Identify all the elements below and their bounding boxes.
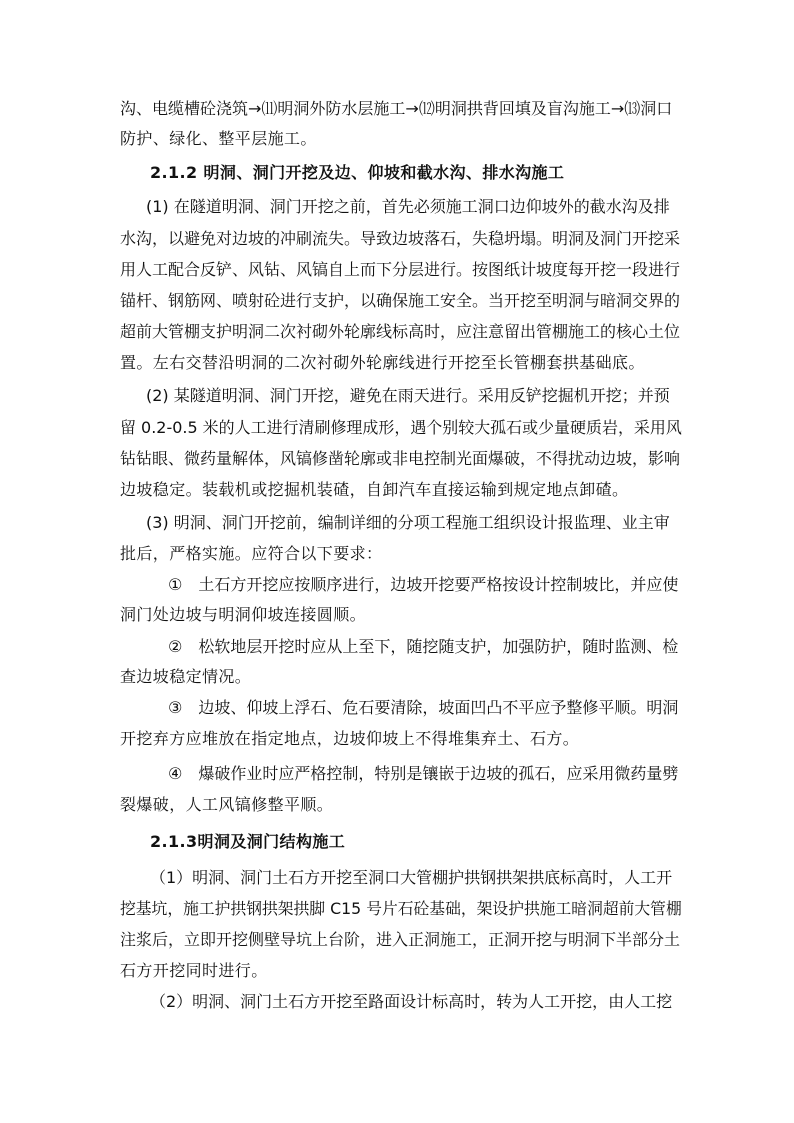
text-line: 注浆后，立即开挖侧壁导坑上台阶，进入正洞施工，正洞开挖与明洞下半部分土 [120,930,681,949]
list-item: ④ 爆破作业时应严格控制，特别是镶嵌于边坡的孤石，应采用微药量劈 [168,764,679,783]
text-line: 挖基坑，施工护拱钢拱架拱脚 C15 号片石砼基础，架设护拱施工暗洞超前大管棚 [120,899,682,918]
list-item: ① 土石方开挖应按顺序进行，边坡开挖要严格按设计控制坡比，并应使 [168,575,679,594]
text-line: （2）明洞、洞门土石方开挖至路面设计标高时，转为人工开挖，由人工挖 [150,992,673,1011]
list-item: ③ 边坡、仰坡上浮石、危石要清除，坡面凹凸不平应予整修平顺。明洞 [168,698,679,717]
text-line: (2) 某隧道明洞、洞门开挖，避免在雨天进行。采用反铲挖掘机开挖；并预 [146,386,670,405]
section-heading: 2.1.2 明洞、洞门开挖及边、仰坡和截水沟、排水沟施工 [150,163,565,182]
text-line: (1) 在隧道明洞、洞门开挖之前，首先必须施工洞口边仰坡外的截水沟及排 [146,197,670,216]
text-line: 边坡稳定。装载机或挖掘机装碴，自卸汽车直接运输到规定地点卸碴。 [120,480,629,499]
section-heading: 2.1.3明洞及洞门结构施工 [150,832,346,851]
text-line: 开挖弃方应堆放在指定地点，边坡仰坡上不得堆集弃土、石方。 [120,729,580,748]
text-line: 防护、绿化、整平层施工。 [120,129,317,148]
text-line: 超前大管棚支护明洞二次衬砌外轮廓线标高时，应注意留出管棚施工的核心土位 [120,322,681,341]
text-line: 用人工配合反铲、风钻、风镐自上而下分层进行。按图纸计坡度每开挖一段进行 [120,260,681,279]
text-line: （1）明洞、洞门土石方开挖至洞口大管棚护拱钢拱架拱底标高时，人工开 [150,868,673,887]
text-line: 置。左右交替沿明洞的二次衬砌外轮廓线进行开挖至长管棚套拱基础底。 [120,353,645,372]
text-line: 锚杆、钢筋网、喷射砼进行支护，以确保施工安全。当开挖至明洞与暗洞交界的 [120,291,681,310]
text-line: 留 0.2-0.5 米的人工进行清刷修理成形，遇个别较大孤石或少量硬质岩，采用风 [120,418,682,437]
text-line: 钻钻眼、微药量解体，风镐修凿轮廓或非电控制光面爆破，不得扰动边坡，影响 [120,449,681,468]
text-line: (3) 明洞、洞门开挖前，编制详细的分项工程施工组织设计报监理、业主审 [146,513,670,532]
list-item: ② 松软地层开挖时应从上至下，随挖随支护，加强防护，随时监测、检 [168,637,679,656]
text-line: 沟、电缆槽砼浇筑→⑾明洞外防水层施工→⑿明洞拱背回填及盲沟施工→⒀洞口 [120,99,673,118]
text-line: 水沟，以避免对边坡的冲刷流失。导致边坡落石，失稳坍塌。明洞及洞门开挖采 [120,229,681,248]
text-line: 石方开挖同时进行。 [120,961,268,980]
text-line: 洞门处边坡与明洞仰坡连接圆顺。 [120,605,367,624]
text-line: 裂爆破，人工风镐修整平顺。 [120,795,334,814]
text-line: 查边坡稳定情况。 [120,667,252,686]
text-line: 批后，严格实施。应符合以下要求： [120,544,383,563]
